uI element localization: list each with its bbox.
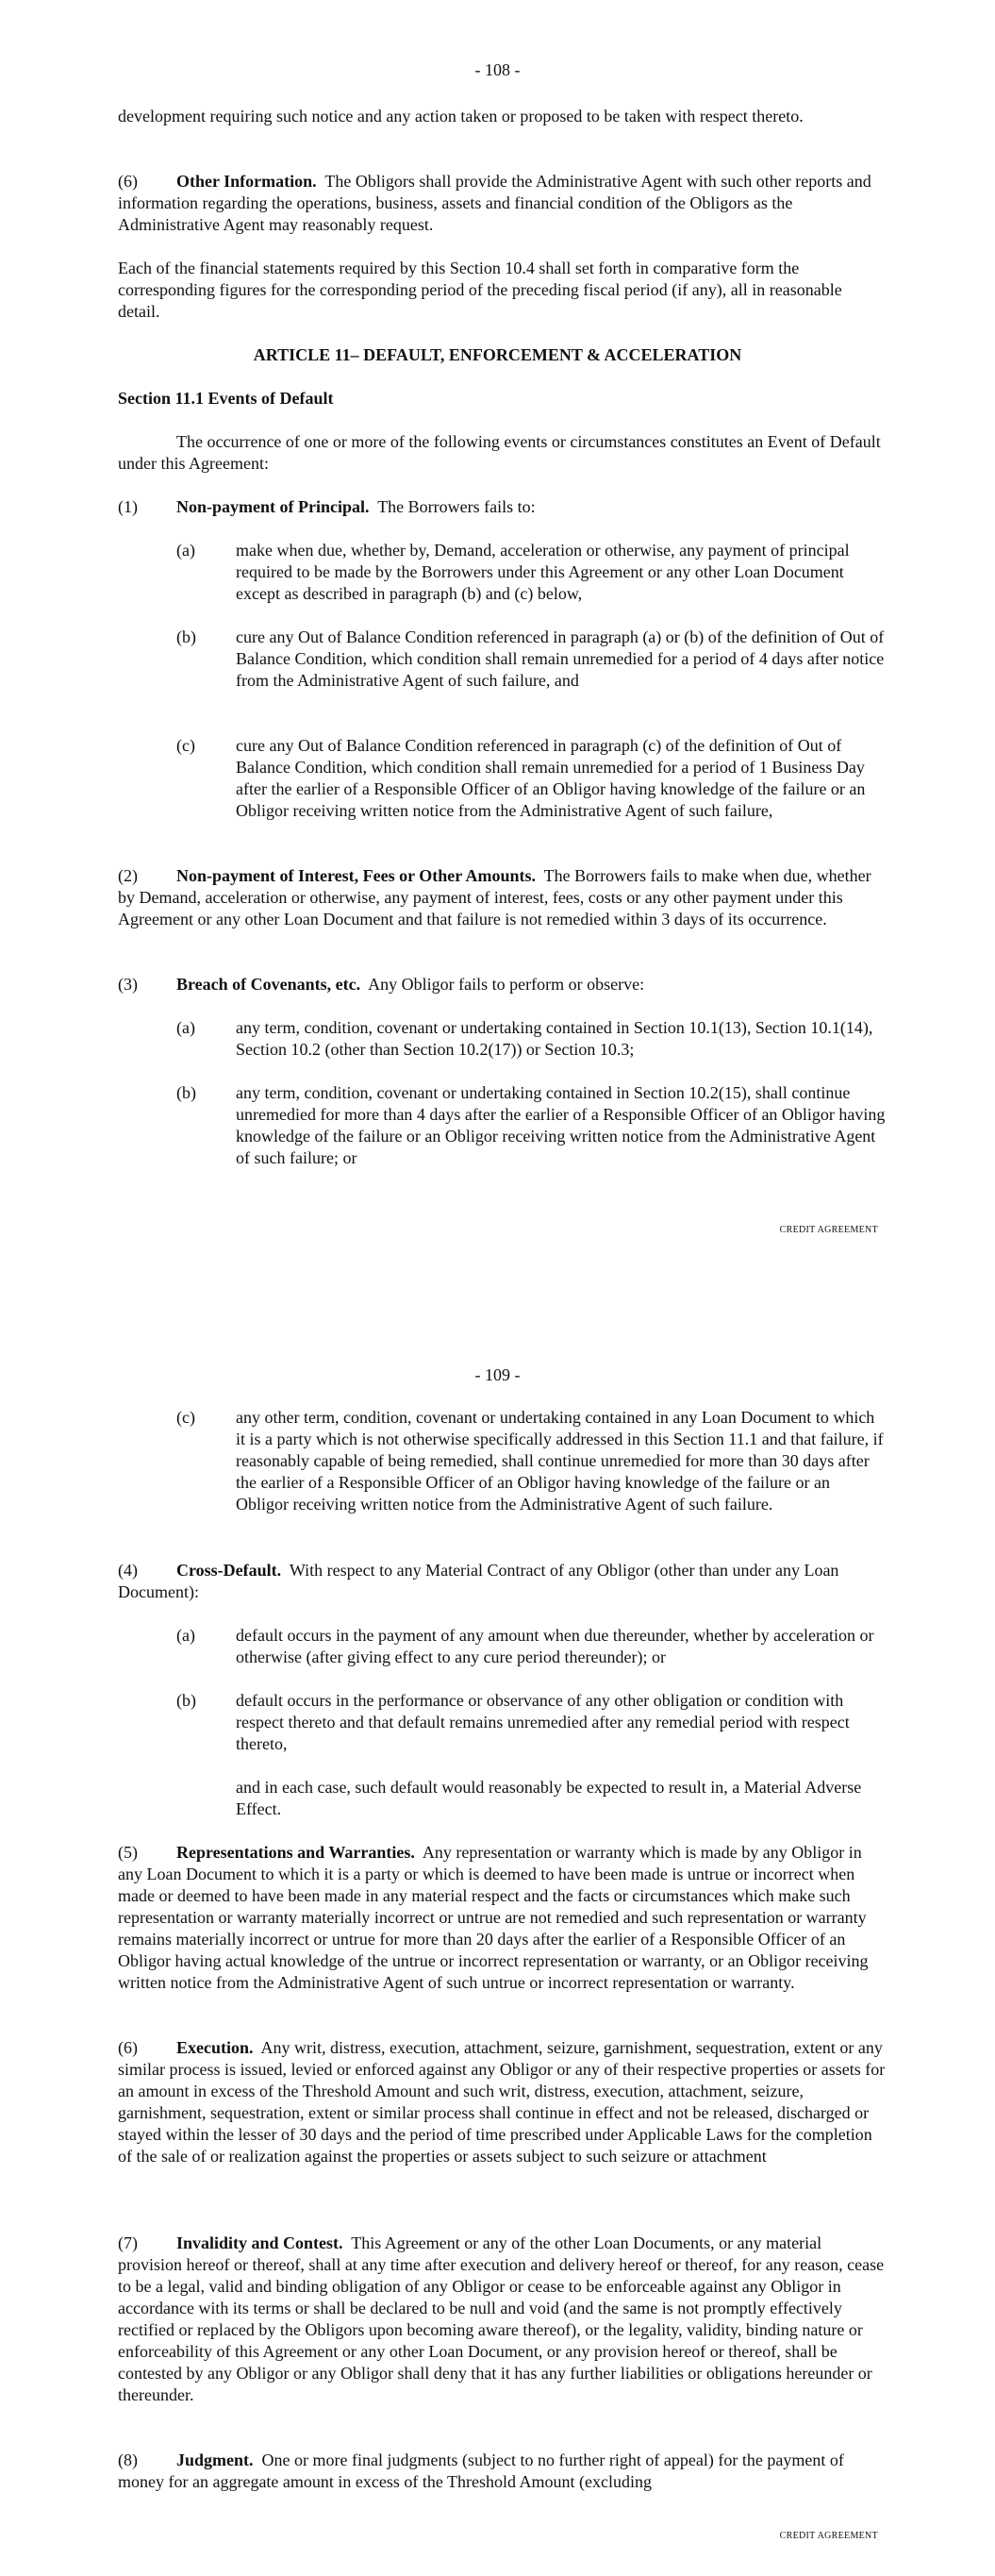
item-6-execution <box>118 2037 887 2167</box>
financial-statements-paragraph: Each of the financial statements required by this Section 10.4 shall set forth in comparative form the corresponding figures for the corresponding period of the preceding fiscal period (if any), all in reasonable detail. <box>118 259 842 321</box>
item-text: The Borrowers fails to make when due, whether by Demand, acceleration or otherwise, any payment of interest, fees, costs or any other payment under this Agreement or any other Loan Document and that failure is not remedied within 3 days of its occurrence. <box>118 866 871 928</box>
article-heading: ARTICLE 11– DEFAULT, ENFORCEMENT & ACCELERATION <box>253 345 742 364</box>
page-footer: CREDIT AGREEMENT <box>779 2531 878 2541</box>
subitem-label: (b) <box>176 1083 196 1102</box>
item-text: One or more final judgments (subject to no further right of appeal) for the payment of money for an aggregate amount in excess of the Threshold Amount (excluding <box>118 2451 844 2491</box>
item-number: (4) <box>118 1561 138 1580</box>
page-number: - 108 - <box>474 60 521 79</box>
subitem-label: (a) <box>176 541 195 560</box>
page-footer: CREDIT AGREEMENT <box>779 1225 878 1235</box>
intro-paragraph: The occurrence of one or more of the following events or circumstances constitutes an Event of Default under this Agreement: <box>118 432 881 473</box>
page-108 <box>0 0 995 1264</box>
subitem-4b: default occurs in the performance or observance of any other obligation or condition with respect thereto and that default remains unremedied after any remedial period with respect thereto, <box>236 1691 850 1753</box>
subitem-1c: cure any Out of Balance Condition referenced in paragraph (c) of the definition of Out of Balance Condition, which condition shall remain unremedied for a period of 1 Business Day after the earlier of a Responsible Officer of an Obligor having knowledge of the failure or an Obligor receiving written notice from the Administrative Agent of such failure, <box>236 736 866 820</box>
item-number: (3) <box>118 975 138 994</box>
item-number: (8) <box>118 2451 138 2469</box>
subitem-label: (a) <box>176 1018 195 1037</box>
item-heading: Non-payment of Interest, Fees or Other Amounts. <box>176 866 536 885</box>
item-text: Any representation or warranty which is made by any Obligor in any Loan Document to which it is a party or which is deemed to have been made is untrue or incorrect when made or deemed to have been made in any material respect and the facts or circumstances which make such representation or warranty materially incorrect or untrue are not remedied and such representation or warranty remains materially incorrect or untrue for more than 20 days after the earlier of a Responsible Officer of an Obligor having actual knowledge of the untrue or incorrect representation or warranty, or an Obligor receiving written notice from the Administrative Agent of such untrue or incorrect representation or warranty. <box>118 1843 869 1992</box>
item-number: (6) <box>118 2038 138 2057</box>
subitem-3b: any term, condition, covenant or undertaking contained in Section 10.2(15), shall continue unremedied for more than 4 days after the earlier of a Responsible Officer of an Obligor having knowledge of the failure or an Obligor receiving written notice from the Administrative Agent of such failure; or <box>236 1083 886 1167</box>
item-number: (2) <box>118 866 138 885</box>
item-heading: Representations and Warranties. <box>176 1843 415 1862</box>
subitem-1a: make when due, whether by, Demand, acceleration or otherwise, any payment of principal required to be made by the Borrowers under this Agreement or any other Loan Document except as described in paragraph (b) and (c) below, <box>236 541 850 603</box>
page-number: - 109 - <box>474 1365 521 1384</box>
paragraph-text: The Obligors shall provide the Administrative Agent with such other reports and information regarding the operations, business, assets and financial condition of the Obligors as the Administrative Agent may reasonably request. <box>118 172 871 234</box>
item-heading: Cross-Default. <box>176 1561 282 1580</box>
item-4-cross-default <box>118 1560 887 1603</box>
subitem-3c: any other term, condition, covenant or undertaking contained in any Loan Document to which it is a party which is not otherwise specifically addressed in this Section 11.1 and that failure, if reasonably capable of being remedied, shall continue unremedied for more than 30 days after the earlier of a Responsible Officer of an Obligor having knowledge of the failure or an Obligor receiving written notice from the Administrative Agent of such failure. <box>236 1408 884 1514</box>
item-8-judgment <box>118 2450 887 2493</box>
item-heading: Invalidity and Contest. <box>176 2233 343 2252</box>
item-2-non-payment-interest <box>118 865 887 930</box>
paragraph-number: (6) <box>118 172 138 191</box>
item-5-representations <box>118 1842 887 1994</box>
item-heading: Execution. <box>176 2038 254 2057</box>
item-heading: Non-payment of Principal. <box>176 497 370 516</box>
paragraph-heading: Other Information. <box>176 172 317 191</box>
subitem-label: (a) <box>176 1626 195 1645</box>
subitem-label: (c) <box>176 736 195 755</box>
subitem-label: (b) <box>176 627 196 646</box>
item-7-invalidity <box>118 2233 887 2406</box>
item-4-tail: and in each case, such default would reasonably be expected to result in, a Material Adverse Effect. <box>236 1778 862 1818</box>
item-text: Any writ, distress, execution, attachment, seizure, garnishment, sequestration, extent or any similar process is issued, levied or enforced against any Obligor or any of their respective properties or assets for an amount in excess of the Threshold Amount and such writ, distress, execution, attachment, seizure, garnishment, sequestration, extent or similar process shall continue in effect and not be released, discharged or stayed within the lesser of 30 days and the period of time prescribed under Applicable Laws for the completion of the sale of or realization against the properties or assets subject to such seizure or attachment <box>118 2038 886 2166</box>
continuation-paragraph: development requiring such notice and any action taken or proposed to be taken with respect thereto. <box>118 107 804 125</box>
item-number: (1) <box>118 497 138 516</box>
item-text: Any Obligor fails to perform or observe: <box>368 975 645 994</box>
item-1-non-payment-principal <box>118 496 887 518</box>
item-text: This Agreement or any of the other Loan Documents, or any material provision hereof or thereof, shall at any time after execution and delivery hereof or thereof, for any reason, cease to be a legal, valid and binding obligation of any Obligor or cease to be enforceable against any Obligor in accordance with its terms or shall be declared to be null and void (and the same is not promptly effectively rectified or replaced by the Obligors upon becoming aware thereof), or the legality, validity, binding nature or enforceability of this Agreement or any other Loan Document, or any provision hereof or thereof, shall be contested by any Obligor or any Obligor shall deny that it has any further liabilities or obligations hereunder or thereunder. <box>118 2233 885 2404</box>
item-3-breach-covenants <box>118 974 887 995</box>
item-heading: Judgment. <box>176 2451 254 2469</box>
page-109 <box>0 1302 995 2576</box>
subitem-1b: cure any Out of Balance Condition referenced in paragraph (a) or (b) of the definition of Out of Balance Condition, which condition shall remain unremedied for a period of 4 days after notice from the Administrative Agent of such failure, and <box>236 627 885 690</box>
subitem-3a: any term, condition, covenant or undertaking contained in Section 10.1(13), Section 10.1(14), Section 10.2 (other than Section 10.2(17)) or Section 10.3; <box>236 1018 873 1059</box>
item-text: With respect to any Material Contract of any Obligor (other than under any Loan Document): <box>118 1561 839 1601</box>
item-heading: Breach of Covenants, etc. <box>176 975 361 994</box>
section-heading: Section 11.1 Events of Default <box>118 389 334 408</box>
subitem-label: (c) <box>176 1408 195 1427</box>
item-number: (5) <box>118 1843 138 1862</box>
paragraph-6-other-information <box>118 171 887 236</box>
item-number: (7) <box>118 2233 138 2252</box>
subitem-label: (b) <box>176 1691 196 1710</box>
subitem-4a: default occurs in the payment of any amount when due thereunder, whether by acceleration or otherwise (after giving effect to any cure period thereunder); or <box>236 1626 874 1666</box>
item-text: The Borrowers fails to: <box>377 497 536 516</box>
